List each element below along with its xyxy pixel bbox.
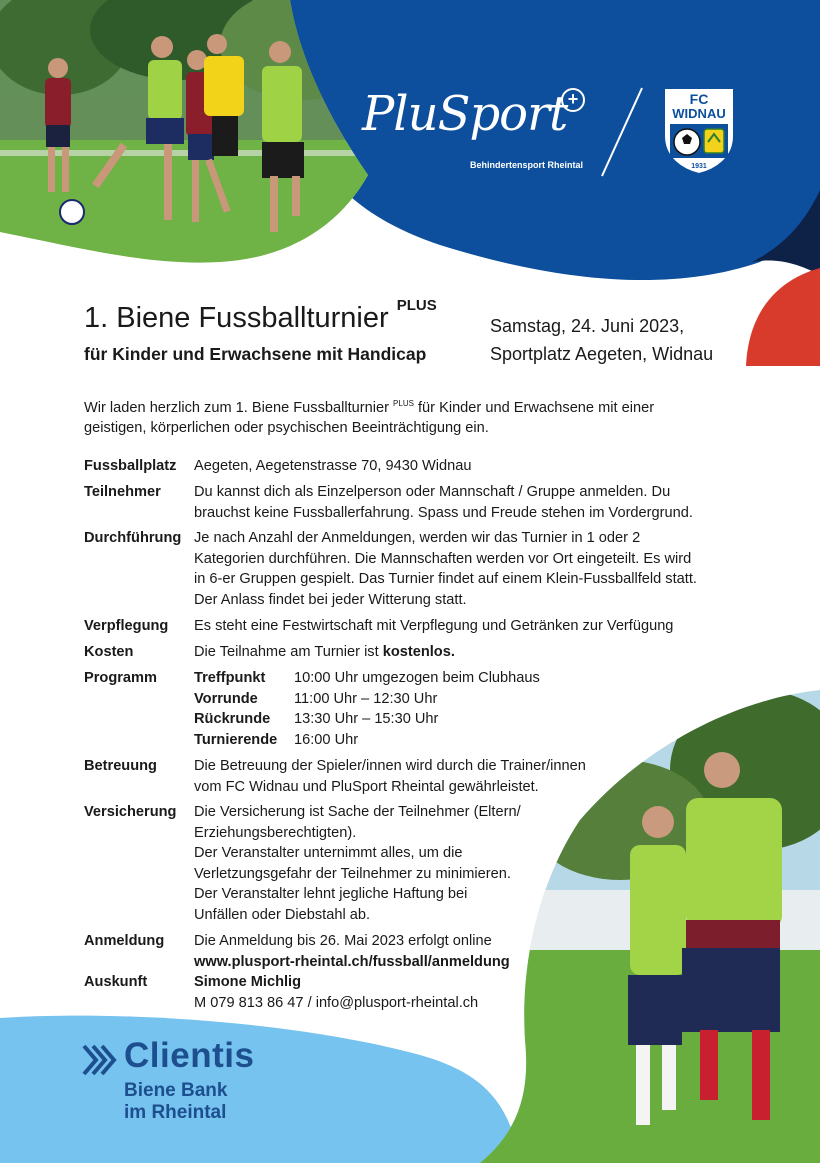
detail-line: Der Anlass findet bei jeder Witterung statt. — [194, 591, 467, 608]
fc-widnau-crest — [660, 84, 738, 176]
programm-value: 10:00 Uhr umgezogen beim Clubhaus — [294, 670, 540, 686]
detail-value — [194, 528, 697, 610]
detail-line: Unfällen oder Diebstahl ab. — [194, 906, 371, 923]
detail-line: Je nach Anzahl der Anmeldungen, werden wir das Turnier in 1 oder 2 — [194, 530, 641, 546]
detail-line: Der Veranstalter unternimmt alles, um die — [194, 845, 463, 862]
contact-name: Simone Michlig — [194, 974, 302, 990]
detail-value — [194, 756, 586, 797]
title-text: 1. Biene Fussballturnier — [84, 302, 389, 334]
detail-value — [194, 802, 521, 926]
detail-line: Die Versicherung ist Sache der Teilnehmer (Eltern/ — [194, 804, 521, 820]
plusport-logo — [362, 86, 602, 176]
detail-line: vom FC Widnau und PluSport Rheintal gewährleistet. — [194, 778, 539, 795]
page-title — [84, 297, 437, 335]
programm-key: Turnierende — [194, 731, 278, 748]
contact-details: M 079 813 86 47 / info@plusport-rheintal.ch — [194, 994, 479, 1011]
sponsor-line2: im Rheintal — [124, 1102, 227, 1123]
detail-value — [194, 642, 455, 663]
detail-value: Aegeten, Aegetenstrasse 70, 9430 Widnau — [194, 458, 472, 474]
detail-label: Durchführung — [84, 530, 182, 546]
divider-slash — [598, 86, 648, 178]
detail-line: Erziehungsberechtigten). — [194, 824, 357, 841]
detail-label: Teilnehmer — [84, 484, 161, 500]
event-date: Samstag, 24. Juni 2023, — [490, 316, 685, 336]
detail-line: Kategorien durchführen. Die Mannschaften werden vor Ort eingeteilt. Es wird — [194, 550, 692, 567]
detail-line: brauchst keine Fussballerfahrung. Spass und Freude stehen im Vordergrund. — [194, 504, 693, 521]
programm-key: Vorrunde — [194, 690, 258, 707]
programm-key: Treffpunkt — [194, 670, 266, 686]
intro-plus: PLUS — [393, 399, 414, 408]
clientis-wordmark: Clientis — [124, 1036, 255, 1075]
programm-item — [194, 668, 540, 689]
kosten-text: Die Teilnahme am Turnier ist — [194, 644, 383, 660]
detail-line: Die Anmeldung bis 26. Mai 2023 erfolgt online — [194, 933, 492, 949]
programm-value: 16:00 Uhr — [294, 731, 359, 748]
kosten-bold: kostenlos. — [382, 644, 455, 660]
detail-value — [194, 482, 693, 523]
detail-label: Anmeldung — [84, 933, 165, 949]
plus-icon: + — [561, 88, 585, 112]
programm-key: Rückrunde — [194, 711, 271, 728]
fc-crest-name: WIDNAU — [672, 106, 726, 121]
detail-value — [194, 931, 510, 972]
programm-value: 13:30 Uhr – 15:30 Uhr — [294, 711, 439, 728]
fc-crest-top: FC — [689, 91, 709, 107]
detail-line: in 6-er Gruppen gespielt. Das Turnier findet auf einem Klein-Fussballfeld statt. — [194, 571, 697, 588]
detail-label: Versicherung — [84, 804, 177, 820]
detail-line: Der Veranstalter lehnt jegliche Haftung bei — [194, 886, 468, 903]
page-subtitle: für Kinder und Erwachsene mit Handicap — [84, 344, 427, 364]
plusport-wordmark: PluSport — [362, 86, 568, 142]
programm-value: 11:00 Uhr – 12:30 Uhr — [294, 690, 438, 707]
intro-part2: für Kinder und Erwachsene mit einer — [413, 399, 655, 416]
detail-line: Die Betreuung der Spieler/innen wird durch die Trainer/innen — [194, 758, 586, 774]
detail-label: Fussballplatz — [84, 458, 177, 474]
intro-paragraph — [84, 394, 724, 439]
programm-item — [194, 730, 540, 751]
detail-label: Betreuung — [84, 758, 157, 774]
clientis-chevron-icon — [82, 1042, 120, 1078]
registration-link[interactable]: www.plusport-rheintal.ch/fussball/anmeldung — [194, 953, 510, 970]
programm-item — [194, 709, 540, 730]
intro-part1: Wir laden herzlich zum 1. Biene Fussballturnier — [84, 399, 389, 416]
title-plus-badge: PLUS — [396, 297, 437, 315]
fc-crest-year: 1931 — [691, 163, 707, 170]
detail-value — [194, 972, 478, 1013]
detail-value: Es steht eine Festwirtschaft mit Verpflegung und Getränken zur Verfügung — [194, 618, 674, 634]
detail-label: Auskunft — [84, 974, 148, 990]
event-location: Sportplatz Aegeten, Widnau — [490, 344, 714, 364]
plusport-subtitle: Behindertensport Rheintal — [470, 160, 584, 170]
detail-label: Programm — [84, 670, 157, 686]
programm-item — [194, 689, 540, 710]
clientis-logo — [82, 1038, 302, 1138]
sponsor-line1: Biene Bank — [124, 1080, 228, 1101]
intro-line2: geistigen, körperlichen oder psychischen Beeinträchtigung ein. — [84, 420, 489, 437]
detail-line: Verletzungsgefahr der Teilnehmer zu minimieren. — [194, 865, 511, 882]
detail-label: Kosten — [84, 644, 134, 660]
detail-line: Du kannst dich als Einzelperson oder Mannschaft / Gruppe anmelden. Du — [194, 484, 671, 500]
detail-label: Verpflegung — [84, 618, 169, 634]
programm-schedule — [194, 668, 540, 750]
